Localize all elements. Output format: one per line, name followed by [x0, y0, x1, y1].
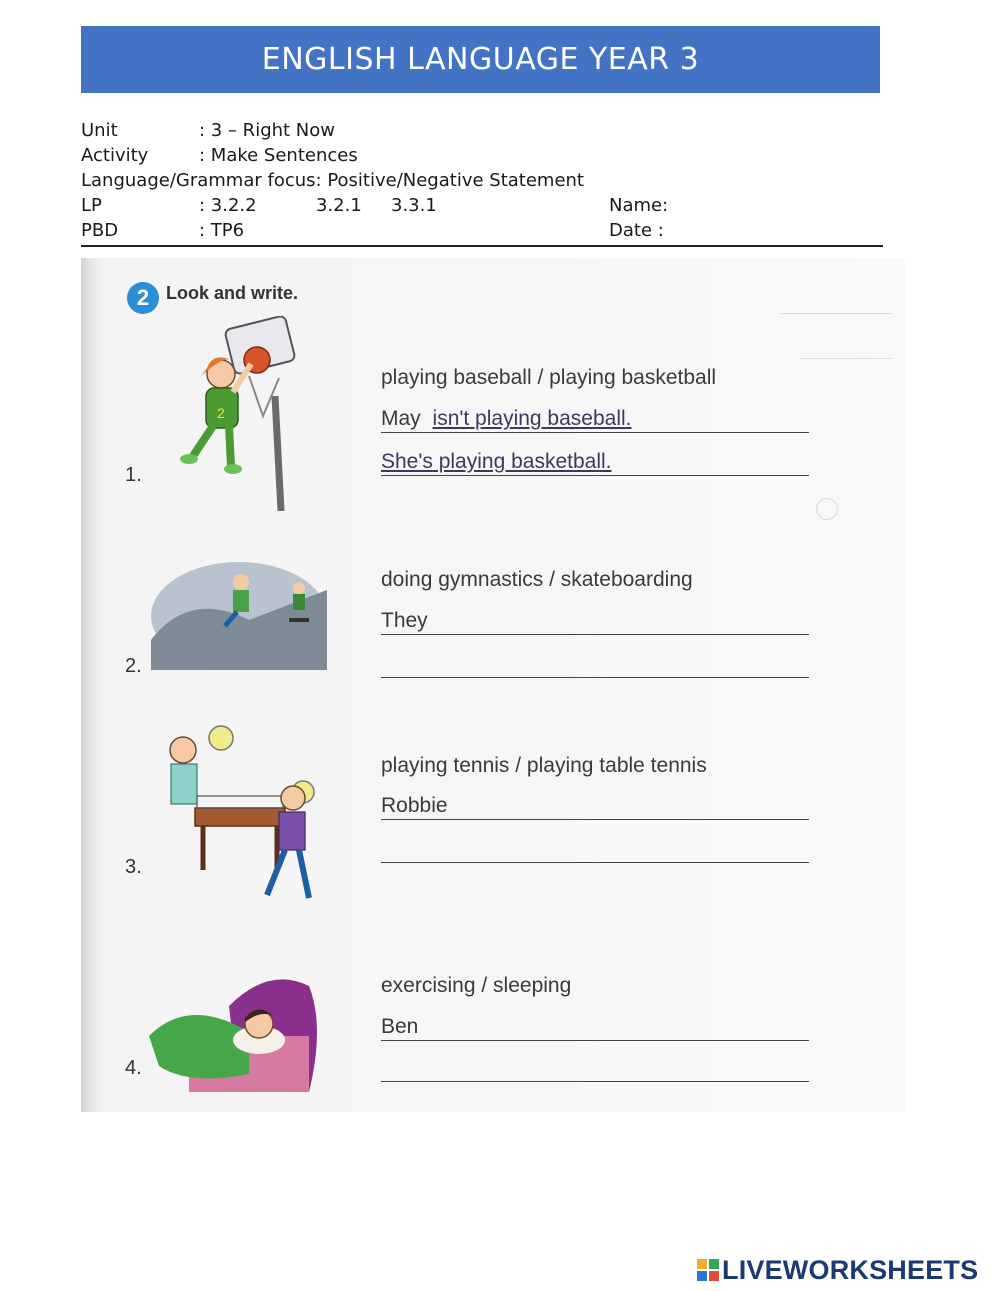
- item-number-2: 2.: [125, 655, 142, 677]
- item-number-4: 4.: [125, 1057, 142, 1079]
- item-4-answer-line-2[interactable]: [381, 1055, 809, 1082]
- lp-value-3: 3.3.1: [391, 195, 437, 216]
- item-1-answer-2: She's playing basketball.: [381, 450, 612, 473]
- ball-left: [209, 726, 233, 750]
- girl-leg: [193, 426, 213, 456]
- girl-leg: [229, 426, 231, 466]
- title-banner: [81, 26, 880, 93]
- info-block: [81, 118, 883, 247]
- logo-blocks-icon: [697, 1259, 719, 1281]
- item-4-prompt: exercising / sleeping: [381, 974, 572, 997]
- boy-shirt: [171, 764, 197, 804]
- item-1-answer-line-1[interactable]: [381, 406, 809, 433]
- boy-head: [170, 737, 196, 763]
- lp-value-1: : 3.2.2: [199, 195, 257, 216]
- item-3-answer-line-2[interactable]: [381, 836, 809, 863]
- item-1-prompt: playing baseball / playing basketball: [381, 366, 717, 389]
- lp-value-2: 3.2.1: [316, 195, 362, 216]
- date-label: Date :: [609, 220, 664, 241]
- sleeping-boy-illustration: [149, 966, 325, 1092]
- boy-head: [233, 574, 249, 590]
- item-number-3: 3.: [125, 856, 142, 878]
- skateboard: [289, 618, 309, 622]
- blanket: [149, 1015, 249, 1079]
- exercise-number-badge: 2: [127, 282, 159, 314]
- unit-value: : 3 – Right Now: [199, 120, 336, 141]
- name-label: Name:: [609, 195, 669, 216]
- girl-shirt: [279, 812, 305, 850]
- item-1-answer-1: isn't playing baseball.: [432, 407, 632, 430]
- ping-pong-table: [195, 808, 285, 826]
- item-1-subject: May: [381, 407, 421, 430]
- item-2-answer-line-1[interactable]: [381, 608, 809, 635]
- worksheet-scan: [81, 258, 905, 1112]
- table-tennis-illustration: [161, 720, 331, 915]
- logo-text: LIVEWORKSHEETS: [722, 1254, 979, 1285]
- skatepark-illustration: [149, 560, 329, 672]
- skater-head: [293, 582, 305, 594]
- activity-label: Activity: [81, 145, 149, 166]
- activity-value: : Make Sentences: [199, 145, 358, 166]
- shoe: [224, 464, 242, 474]
- pbd-label: PBD: [81, 220, 119, 241]
- lp-label: LP: [81, 195, 102, 216]
- bleed-through-decoration: [781, 313, 891, 314]
- girl-head: [281, 786, 305, 810]
- pbd-value: : TP6: [199, 220, 245, 241]
- girl-leg: [299, 850, 309, 898]
- table-net: [197, 796, 283, 808]
- jersey-number: 2: [217, 405, 225, 421]
- item-4-answer-line-1[interactable]: [381, 1014, 809, 1041]
- page-title: ENGLISH LANGUAGE YEAR 3: [261, 42, 700, 77]
- exercise-instruction: Look and write.: [166, 283, 299, 303]
- item-3-answer-line-1[interactable]: [381, 793, 809, 820]
- basketball-girl-illustration: [171, 316, 311, 516]
- item-number-1: 1.: [125, 464, 142, 486]
- item-3-subject: Robbie: [381, 794, 448, 817]
- boy-shirt: [233, 590, 249, 612]
- hoop-pole: [275, 396, 281, 511]
- item-3-prompt: playing tennis / playing table tennis: [381, 754, 707, 777]
- item-2-prompt: doing gymnastics / skateboarding: [381, 568, 693, 591]
- focus-text: Language/Grammar focus: Positive/Negative Statement: [81, 170, 584, 191]
- item-4-subject: Ben: [381, 1015, 419, 1038]
- item-2-subject: They: [381, 609, 428, 632]
- item-1-answer-line-2[interactable]: [381, 449, 809, 476]
- skater-shirt: [293, 594, 305, 610]
- bleed-through-decoration: [816, 498, 838, 520]
- item-2-answer-line-2[interactable]: [381, 651, 809, 678]
- liveworksheets-logo[interactable]: [697, 1255, 978, 1285]
- unit-label: Unit: [81, 120, 118, 141]
- shoe: [180, 454, 198, 464]
- bleed-through-decoration: [801, 358, 891, 359]
